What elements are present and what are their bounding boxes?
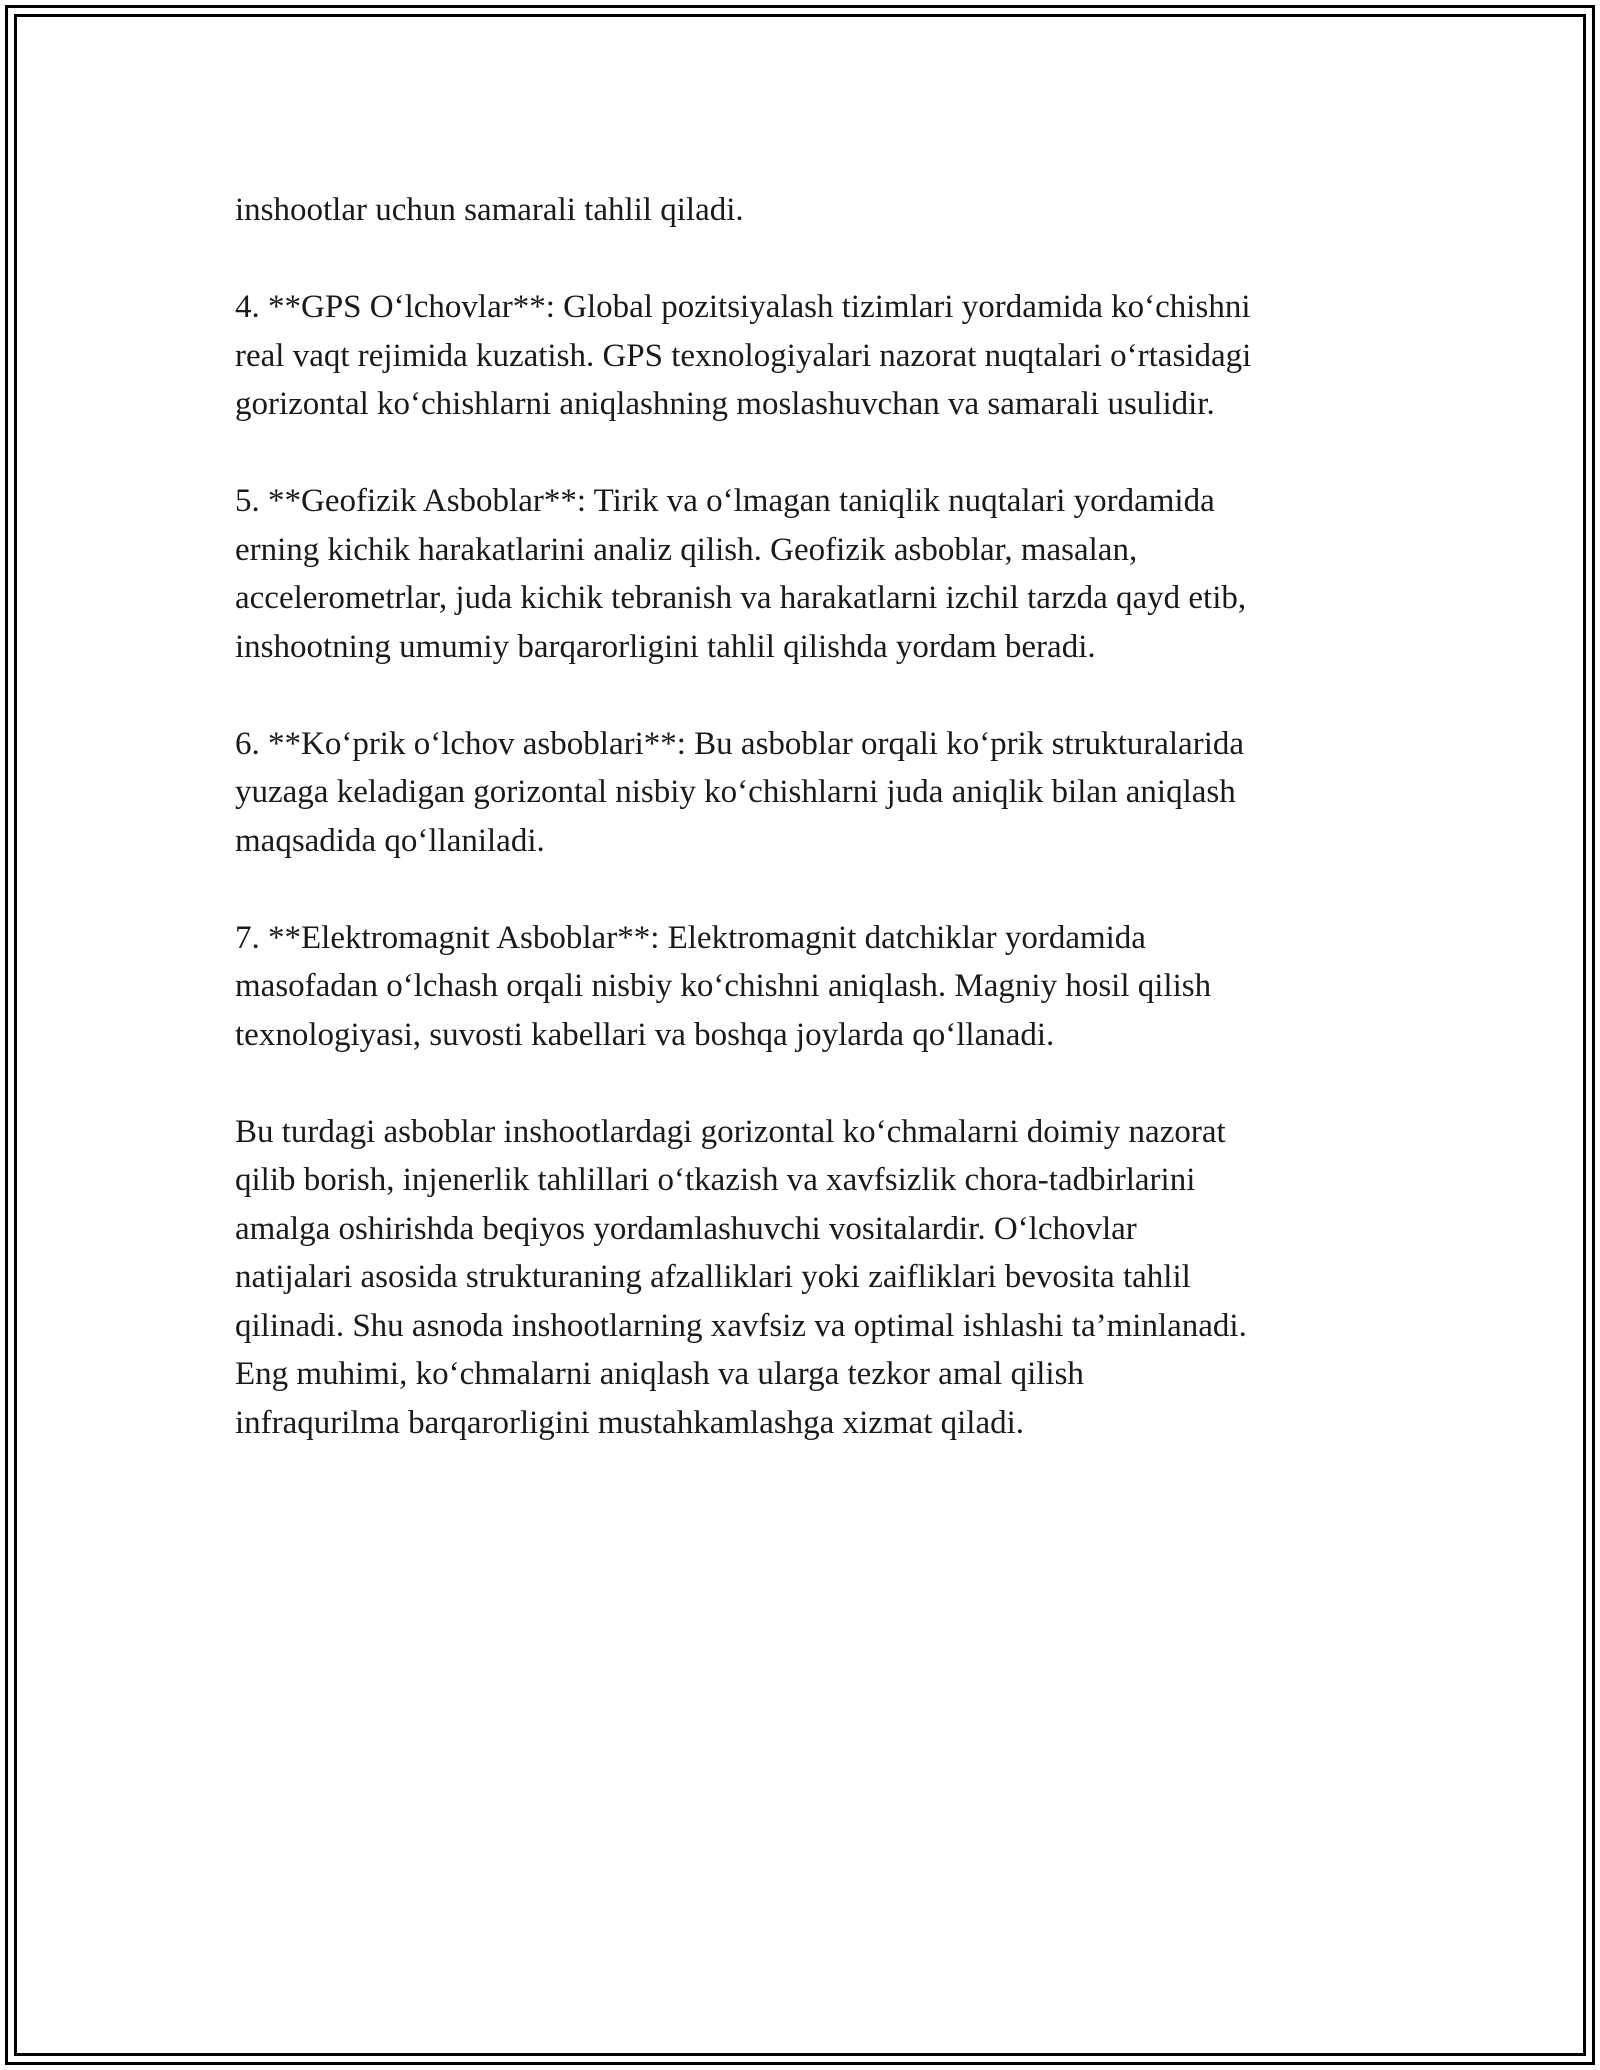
text-line: Bu turdagi asboblar inshootlardagi gorizontal ko‘chmalarni doimiy nazorat: [235, 1113, 1226, 1150]
text-line: erning kichik harakatlarini analiz qilish. Geofizik asboblar, masalan,: [235, 531, 1138, 568]
text-line: natijalari asosida strukturaning afzalliklari yoki zaifliklari bevosita tahlil: [235, 1259, 1191, 1295]
document-body: [235, 186, 1375, 1496]
text-line: accelerometrlar, juda kichik tebranish va harakatlarni izchil tarzda qayd etib,: [235, 580, 1247, 616]
paragraph-conclusion: [235, 1108, 1375, 1448]
text-line: 4. **GPS O‘lchovlar**: Global pozitsiyalash tizimlari yordamida ko‘chishni: [235, 289, 1251, 325]
text-line: qilib borish, injenerlik tahlillari o‘tkazish va xavfsizlik chora-tadbirlarini: [235, 1162, 1196, 1198]
text-line: gorizontal ko‘chishlarni aniqlashning moslashuvchan va samarali usulidir.: [235, 386, 1215, 422]
paragraph-geophysical-instruments: [235, 477, 1375, 671]
text-line: inshootlar uchun samarali tahlil qiladi.: [235, 192, 744, 228]
text-line: maqsadida qo‘llaniladi.: [235, 822, 545, 859]
text-line: inshootning umumiy barqarorligini tahlil qilishda yordam beradi.: [235, 628, 1096, 665]
text-line: 5. **Geofizik Asboblar**: Tirik va o‘lmagan taniqlik nuqtalari yordamida: [235, 483, 1215, 519]
paragraph-gps-measurements: [235, 283, 1375, 429]
text-line: real vaqt rejimida kuzatish. GPS texnologiyalari nazorat nuqtalari o‘rtasidagi: [235, 337, 1252, 374]
text-line: yuzaga keladigan gorizontal nisbiy ko‘chishlarni juda aniqlik bilan aniqlash: [235, 774, 1236, 810]
paragraph-continuation: [235, 186, 1375, 235]
paragraph-bridge-instruments: [235, 720, 1375, 866]
text-line: 7. **Elektromagnit Asboblar**: Elektromagnit datchiklar yordamida: [235, 919, 1146, 956]
text-line: 6. **Ko‘prik o‘lchov asboblari**: Bu asboblar orqali ko‘prik strukturalarida: [235, 725, 1245, 762]
text-line: texnologiyasi, suvosti kabellari va boshqa joylarda qo‘llanadi.: [235, 1016, 1055, 1053]
text-line: amalga oshirishda beqiyos yordamlashuvchi vositalardir. O‘lchovlar: [235, 1210, 1137, 1247]
text-line: qilinadi. Shu asnoda inshootlarning xavfsiz va optimal ishlashi ta’minlanadi.: [235, 1307, 1247, 1344]
paragraph-electromagnetic-instruments: [235, 914, 1375, 1060]
text-line: masofadan o‘lchash orqali nisbiy ko‘chishni aniqlash. Magniy hosil qilish: [235, 968, 1212, 1004]
text-line: infraqurilma barqarorligini mustahkamlashga xizmat qiladi.: [235, 1404, 1025, 1441]
text-line: Eng muhimi, ko‘chmalarni aniqlash va ularga tezkor amal qilish: [235, 1356, 1084, 1392]
